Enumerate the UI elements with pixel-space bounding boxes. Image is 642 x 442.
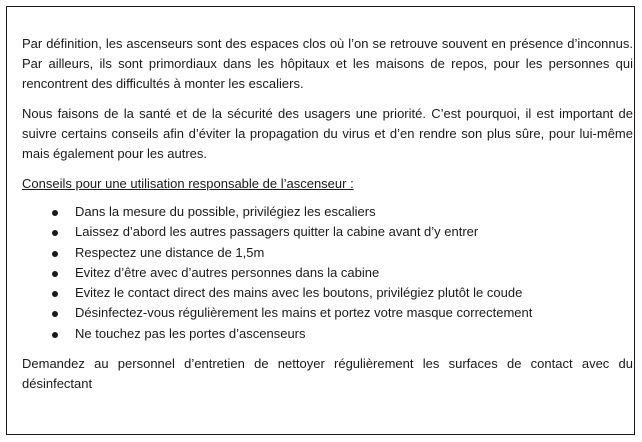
- bullet-icon: [52, 291, 58, 297]
- advice-text: Laissez d’abord les autres passagers quitter la cabine avant d’y entrer: [75, 224, 479, 240]
- advice-text: Evitez d’être avec d’autres personnes dans la cabine: [75, 264, 380, 280]
- advice-text: Désinfectez-vous régulièrement les mains et portez votre masque correctement: [75, 305, 533, 321]
- advice-heading: Conseils pour une utilisation responsable de l’ascenseur :: [22, 176, 354, 191]
- document-body: [22, 34, 633, 394]
- list-item: [22, 283, 633, 303]
- advice-text: Respectez une distance de 1,5m: [75, 244, 265, 260]
- advice-text: Dans la mesure du possible, privilégiez les escaliers: [75, 204, 376, 219]
- priority-paragraph: Nous faisons de la santé et de la sécurité des usagers une priorité. C’est pourquoi, il est important de suivre certains conseils afin d’éviter la propagation du virus et d’en rendre son plus sûre, pour lui-même mais également pour les autres.: [22, 106, 633, 161]
- bullet-icon: [52, 230, 58, 236]
- closing-paragraph: Demandez au personnel d’entretien de nettoyer régulièrement les surfaces de contact avec du désinfectant: [22, 356, 633, 392]
- bullet-icon: [52, 251, 58, 257]
- list-item: [22, 303, 633, 323]
- list-item: [22, 243, 633, 263]
- list-item: [22, 263, 633, 283]
- advice-list: [22, 202, 633, 344]
- list-item: [22, 222, 633, 242]
- advice-text: Evitez le contact direct des mains avec les boutons, privilégiez plutôt le coude: [75, 285, 523, 301]
- bullet-icon: [52, 271, 58, 277]
- intro-paragraph: Par définition, les ascenseurs sont des espaces clos où l’on se retrouve souvent en présence d’inconnus. Par ailleurs, ils sont primordiaux dans les hôpitaux et les maisons de repos, pour les personnes qui rencontrent des difficultés à monter les escaliers.: [22, 36, 633, 91]
- list-item: [22, 202, 633, 222]
- list-item: [22, 324, 633, 344]
- bullet-icon: [52, 311, 58, 317]
- bullet-icon: [52, 332, 58, 338]
- advice-text: Ne touchez pas les portes d’ascenseurs: [75, 325, 306, 341]
- bullet-icon: [52, 210, 58, 216]
